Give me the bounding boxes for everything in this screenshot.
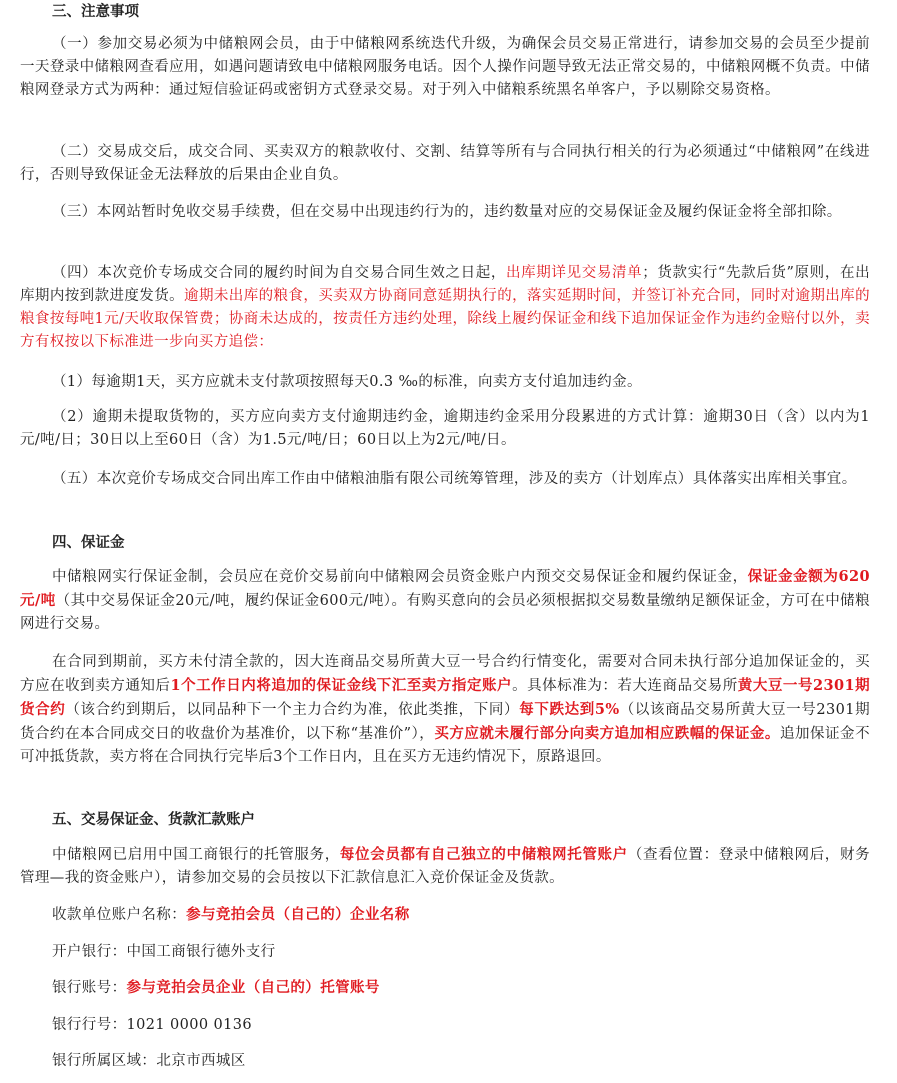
bank-region-label: 银行所属区域： bbox=[52, 1053, 157, 1069]
para-4-text-c: ；货款实行“先款后货”原则，在出库期内按到款进度发货。 bbox=[20, 265, 870, 304]
s4-p2-highlight-drop: 每下跌达到5% bbox=[519, 701, 620, 718]
bank-line bbox=[20, 943, 276, 961]
section-4-para-2 bbox=[20, 651, 870, 769]
s4-p2-highlight-deadline: 1个工作日内将追加的保证金线下汇至卖方指定账户 bbox=[170, 677, 513, 694]
section-3-para-5: （五）本次竞价专场成交合同出库工作由中储粮油脂有限公司统筹管理，涉及的卖方（计划库点）具体落实出库相关事宜。 bbox=[52, 471, 857, 487]
bank-code-line bbox=[20, 1016, 252, 1034]
s4-p2-text-i: 追加保证金不可冲抵货款，卖方将在合同执行完毕后3个工作日内，且在买方无违约情况下，原路退回。 bbox=[20, 726, 870, 765]
s4-p2-text-c: 。具体标准为：若大连商品交易所 bbox=[512, 678, 738, 694]
s4-p2-highlight-contract: 黄大豆一号2301期货合约 bbox=[20, 677, 871, 718]
s4-p2-highlight-margin: 买方应就未履行部分向卖方追加相应跌幅的保证金。 bbox=[434, 725, 780, 742]
bank-label: 开户银行： bbox=[52, 944, 127, 960]
s4-p1-text-a: 中储粮网实行保证金制，会员应在竞价交易前向中储粮网会员资金账户内预交交易保证金和履约保证金， bbox=[52, 569, 748, 585]
bank-region-value: 北京市西城区 bbox=[156, 1053, 246, 1069]
account-value: 参与竞拍会员企业（自己的）托管账号 bbox=[126, 979, 380, 996]
section-5-para-1 bbox=[20, 843, 870, 890]
payee-label: 收款单位账户名称： bbox=[52, 907, 187, 923]
s5-p1-highlight-account: 每位会员都有自己独立的中储粮网托管账户 bbox=[339, 846, 628, 863]
section-3-para-1: （一）参加交易必须为中储粮网会员，由于中储粮网系统迭代升级，为确保会员交易正常进行，请参加交易的会员至少提前一天登录中储粮网查看应用，如遇问题请致电中储粮网服务电话。因个人操作问题导致无法正常交易的，中储粮网概不负责。中储粮网登录方式为两种：通过短信验证码或密钥方式登录交易。对于列入中储粮系统黑名单客户，予以剔除交易资格。 bbox=[20, 36, 870, 98]
para-4-highlight-penalty: 逾期未出库的粮食，买卖双方协商同意延期执行的，落实延期时间，并签订补充合同，同时对逾期出库的粮食按每吨1元/天收取保管费；协商未达成的，按责任方违约处理，除线上履约保证金和线下追加保证金作为违约金赔付以外，卖方有权按以下标准进一步向买方追偿： bbox=[20, 288, 870, 350]
s4-p2-text-e: （该合约到期后，以同品种下一个主力合约为准，依此类推，下同） bbox=[65, 702, 520, 718]
section-3-para-2: （二）交易成交后，成交合同、买卖双方的粮款收付、交割、结算等所有与合同执行相关的行为必须通过“中储粮网”在线进行，否则导致保证金无法释放的后果由企业自负。 bbox=[20, 144, 870, 183]
payee-value: 参与竞拍会员（自己的）企业名称 bbox=[186, 906, 410, 923]
s4-p1-highlight-amount: 保证金金额为620元/吨 bbox=[20, 568, 870, 609]
account-label: 银行账号： bbox=[52, 980, 127, 996]
s5-p1-text-a: 中储粮网已启用中国工商银行的托管服务， bbox=[52, 847, 340, 863]
bank-code-value: 1021 0000 0136 bbox=[126, 1017, 253, 1033]
account-line bbox=[20, 979, 380, 997]
section-3-heading: 三、注意事项 bbox=[52, 3, 139, 20]
bank-region-line bbox=[20, 1052, 246, 1070]
s4-p2-text-a: 在合同到期前，买方未付清全款的，因大连商品交易所黄大豆一号合约行情变化，需要对合同未执行部分追加保证金的，买方应在收到卖方通知后 bbox=[20, 654, 870, 694]
section-5-heading: 五、交易保证金、货款汇款账户 bbox=[52, 811, 255, 828]
section-3-para-4 bbox=[20, 262, 870, 354]
para-4-highlight-delivery: 出库期详见交易清单 bbox=[506, 265, 643, 281]
section-3-para-3: （三）本网站暂时免收交易手续费，但在交易中出现违约行为的，违约数量对应的交易保证金及履约保证金将全部扣除。 bbox=[52, 204, 842, 220]
s5-p1-text-c: （查看位置：登录中储粮网后，财务管理—我的资金账户），请参加交易的会员按以下汇款信息汇入竞价保证金及货款。 bbox=[20, 847, 870, 886]
s4-p2-text-g: （以该商品交易所黄大豆一号2301期货合约在本合同成交日的收盘价为基准价，以下称“基准价”）， bbox=[20, 702, 871, 742]
s4-p1-text-c: （其中交易保证金20元/吨，履约保证金600元/吨）。有购买意向的会员必须根据拟交易数量缴纳足额保证金，方可在中储粮网进行交易。 bbox=[20, 593, 871, 632]
bank-code-label: 银行行号： bbox=[52, 1017, 127, 1033]
section-3-para-4-2: （2）逾期未提取货物的，买方应向卖方支付逾期违约金，逾期违约金采用分段累进的方式计算：逾期30日（含）以内为1元/吨/日；30日以上至60日（含）为1.5元/吨/日；60日以上为2元/吨/日。 bbox=[20, 409, 870, 448]
section-3-para-4-1: （1）每逾期1天，买方应就未支付款项按照每天0.3 ‰的标准，向卖方支付追加违约金。 bbox=[52, 374, 642, 390]
payee-line bbox=[20, 906, 410, 924]
para-4-text-a: （四）本次竞价专场成交合同的履约时间为自交易合同生效之日起， bbox=[52, 265, 507, 281]
section-4-heading: 四、保证金 bbox=[52, 534, 125, 551]
section-4-para-1 bbox=[20, 565, 870, 636]
bank-value: 中国工商银行德外支行 bbox=[126, 944, 276, 960]
